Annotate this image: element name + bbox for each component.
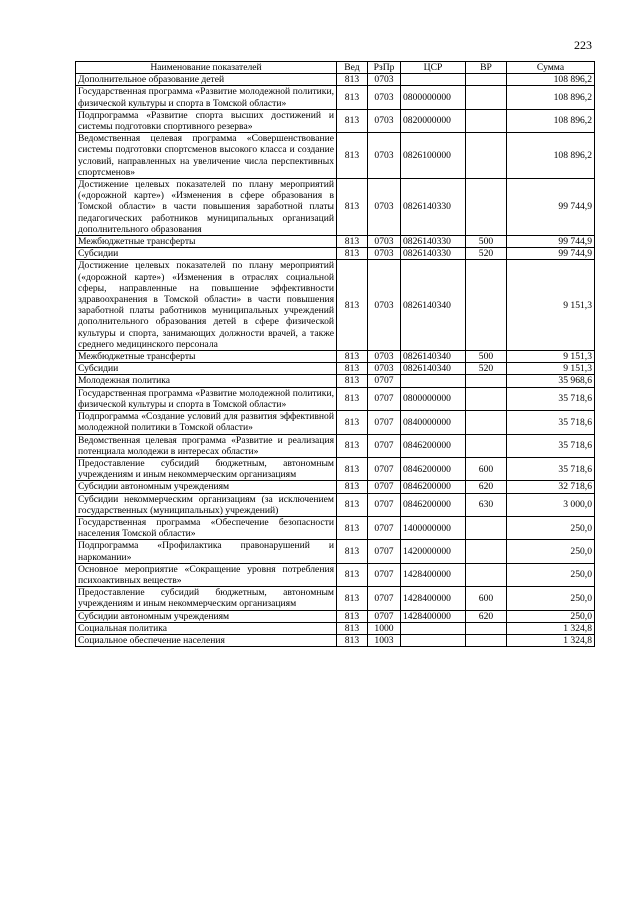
cell-vr — [466, 540, 507, 563]
table-row — [76, 236, 595, 248]
cell-rzpr: 0707 — [368, 387, 401, 410]
cell-csr: 1400000000 — [401, 516, 466, 539]
cell-rzpr: 0707 — [368, 434, 401, 457]
cell-name: Подпрограмма «Развитие спорта высших достижений и системы подготовки спортивного резерва» — [76, 109, 337, 132]
cell-rzpr: 0707 — [368, 375, 401, 387]
cell-sum: 35 718,6 — [507, 387, 595, 410]
cell-ved: 813 — [337, 540, 368, 563]
cell-vr — [466, 133, 507, 179]
cell-csr: 0800000000 — [401, 387, 466, 410]
cell-name: Подпрограмма «Создание условий для развития эффективной молодежной политики в Томской области» — [76, 411, 337, 434]
cell-rzpr: 0707 — [368, 587, 401, 610]
cell-vr: 600 — [466, 587, 507, 610]
cell-sum: 108 896,2 — [507, 86, 595, 109]
cell-name: Субсидии — [76, 363, 337, 375]
table-row — [76, 351, 595, 363]
table-row — [76, 587, 595, 610]
cell-sum: 250,0 — [507, 516, 595, 539]
cell-rzpr: 0707 — [368, 563, 401, 586]
cell-vr — [466, 74, 507, 86]
cell-csr: 0846200000 — [401, 434, 466, 457]
cell-ved: 813 — [337, 622, 368, 634]
cell-vr — [466, 411, 507, 434]
cell-sum: 250,0 — [507, 610, 595, 622]
cell-rzpr: 0703 — [368, 74, 401, 86]
header-ved: Вед — [337, 62, 368, 74]
cell-rzpr: 0703 — [368, 260, 401, 351]
cell-name: Предоставление субсидий бюджетным, автономным учреждениям и иным некоммерческим организациям — [76, 457, 337, 480]
cell-csr: 1420000000 — [401, 540, 466, 563]
table-row — [76, 481, 595, 493]
cell-name: Предоставление субсидий бюджетным, автономным учреждениям и иным некоммерческим организациям — [76, 587, 337, 610]
cell-rzpr: 0707 — [368, 516, 401, 539]
cell-ved: 813 — [337, 260, 368, 351]
cell-ved: 813 — [337, 516, 368, 539]
cell-ved: 813 — [337, 563, 368, 586]
table-row — [76, 109, 595, 132]
header-vr: ВР — [466, 62, 507, 74]
cell-sum: 9 151,3 — [507, 260, 595, 351]
cell-vr — [466, 516, 507, 539]
cell-name: Межбюджетные трансферты — [76, 351, 337, 363]
cell-vr — [466, 634, 507, 646]
cell-sum: 9 151,3 — [507, 363, 595, 375]
cell-vr: 620 — [466, 481, 507, 493]
cell-csr — [401, 634, 466, 646]
table-row — [76, 248, 595, 260]
cell-name: Субсидии некоммерческим организациям (за исключением государственных (муниципальных) учреждений) — [76, 493, 337, 516]
cell-csr: 0820000000 — [401, 109, 466, 132]
budget-table — [75, 61, 595, 647]
cell-rzpr: 1000 — [368, 622, 401, 634]
table-row — [76, 411, 595, 434]
cell-vr — [466, 563, 507, 586]
cell-vr — [466, 375, 507, 387]
header-csr: ЦСР — [401, 62, 466, 74]
table-row — [76, 375, 595, 387]
cell-name: Субсидии автономным учреждениям — [76, 610, 337, 622]
cell-sum: 99 744,9 — [507, 179, 595, 236]
table-row — [76, 610, 595, 622]
cell-name: Достижение целевых показателей по плану мероприятий («дорожной карте») «Изменения в сфере образования в Томской области» в части повышения заработной платы педагогических работников муниципальных организаций дополнительного образования — [76, 179, 337, 236]
cell-csr: 0826140330 — [401, 179, 466, 236]
cell-sum: 3 000,0 — [507, 493, 595, 516]
table-row — [76, 457, 595, 480]
cell-ved: 813 — [337, 86, 368, 109]
cell-name: Основное мероприятие «Сокращение уровня потребления психоактивных веществ» — [76, 563, 337, 586]
cell-name: Социальное обеспечение населения — [76, 634, 337, 646]
cell-ved: 813 — [337, 387, 368, 410]
cell-name: Социальная политика — [76, 622, 337, 634]
cell-ved: 813 — [337, 248, 368, 260]
table-row — [76, 74, 595, 86]
cell-ved: 813 — [337, 610, 368, 622]
cell-vr: 600 — [466, 457, 507, 480]
table-header-row — [76, 62, 595, 74]
cell-ved: 813 — [337, 587, 368, 610]
cell-name: Государственная программа «Развитие молодежной политики, физической культуры и спорта в Томской области» — [76, 86, 337, 109]
cell-name: Дополнительное образование детей — [76, 74, 337, 86]
table-row — [76, 133, 595, 179]
cell-vr: 520 — [466, 248, 507, 260]
cell-ved: 813 — [337, 375, 368, 387]
cell-sum: 250,0 — [507, 563, 595, 586]
cell-rzpr: 0707 — [368, 481, 401, 493]
cell-vr: 500 — [466, 351, 507, 363]
cell-csr: 0826140330 — [401, 248, 466, 260]
cell-sum: 108 896,2 — [507, 109, 595, 132]
cell-name: Ведомственная целевая программа «Совершенствование системы подготовки спортсменов высокого класса и создание условий, направленных на увеличение числа перспективных спортсменов» — [76, 133, 337, 179]
cell-sum: 108 896,2 — [507, 74, 595, 86]
cell-name: Государственная программа «Обеспечение безопасности населения Томской области» — [76, 516, 337, 539]
cell-vr: 630 — [466, 493, 507, 516]
cell-name: Субсидии автономным учреждениям — [76, 481, 337, 493]
table-row — [76, 540, 595, 563]
cell-csr — [401, 74, 466, 86]
cell-rzpr: 0703 — [368, 133, 401, 179]
cell-name: Государственная программа «Развитие молодежной политики, физической культуры и спорта в Томской области» — [76, 387, 337, 410]
cell-ved: 813 — [337, 236, 368, 248]
cell-vr — [466, 387, 507, 410]
cell-csr: 0800000000 — [401, 86, 466, 109]
cell-ved: 813 — [337, 74, 368, 86]
cell-sum: 35 968,6 — [507, 375, 595, 387]
cell-name: Подпрограмма «Профилактика правонарушений и наркомании» — [76, 540, 337, 563]
cell-ved: 813 — [337, 133, 368, 179]
cell-csr: 0846200000 — [401, 457, 466, 480]
cell-vr — [466, 260, 507, 351]
cell-name: Достижение целевых показателей по плану мероприятий («дорожной карте») «Изменения в отраслях социальной сферы, направленные на повышение эффективности здравоохранения в Томской области» в части повышения заработной платы работников муниципальных учреждений дополнительного образования детей в сфере физической культуры и спорта, занимающих должности врачей, а также среднего медицинского персонала — [76, 260, 337, 351]
cell-rzpr: 0707 — [368, 540, 401, 563]
cell-ved: 813 — [337, 179, 368, 236]
cell-ved: 813 — [337, 351, 368, 363]
cell-sum: 99 744,9 — [507, 248, 595, 260]
cell-name: Ведомственная целевая программа «Развитие и реализация потенциала молодежи в интересах области» — [76, 434, 337, 457]
cell-csr: 0826140330 — [401, 236, 466, 248]
cell-sum: 99 744,9 — [507, 236, 595, 248]
cell-csr — [401, 375, 466, 387]
table-row — [76, 622, 595, 634]
cell-rzpr: 0703 — [368, 179, 401, 236]
cell-csr: 1428400000 — [401, 587, 466, 610]
cell-rzpr: 0703 — [368, 86, 401, 109]
cell-rzpr: 0703 — [368, 248, 401, 260]
cell-vr: 620 — [466, 610, 507, 622]
table-row — [76, 516, 595, 539]
table-row — [76, 493, 595, 516]
cell-ved: 813 — [337, 434, 368, 457]
cell-name: Межбюджетные трансферты — [76, 236, 337, 248]
cell-csr: 0840000000 — [401, 411, 466, 434]
cell-sum: 108 896,2 — [507, 133, 595, 179]
table-row — [76, 434, 595, 457]
header-rzpr: РзПр — [368, 62, 401, 74]
page-number: 223 — [574, 38, 592, 52]
cell-csr: 1428400000 — [401, 610, 466, 622]
cell-sum: 250,0 — [507, 587, 595, 610]
cell-vr: 520 — [466, 363, 507, 375]
cell-sum: 9 151,3 — [507, 351, 595, 363]
cell-rzpr: 1003 — [368, 634, 401, 646]
cell-ved: 813 — [337, 634, 368, 646]
cell-vr — [466, 179, 507, 236]
cell-ved: 813 — [337, 493, 368, 516]
cell-rzpr: 0707 — [368, 610, 401, 622]
cell-ved: 813 — [337, 457, 368, 480]
cell-vr — [466, 109, 507, 132]
cell-rzpr: 0703 — [368, 351, 401, 363]
table-row — [76, 363, 595, 375]
cell-rzpr: 0707 — [368, 457, 401, 480]
cell-csr: 0826140340 — [401, 351, 466, 363]
cell-name: Молодежная политика — [76, 375, 337, 387]
cell-name: Субсидии — [76, 248, 337, 260]
table-row — [76, 260, 595, 351]
cell-ved: 813 — [337, 481, 368, 493]
cell-vr — [466, 434, 507, 457]
cell-vr: 500 — [466, 236, 507, 248]
table-row — [76, 179, 595, 236]
cell-vr — [466, 86, 507, 109]
cell-sum: 1 324,8 — [507, 622, 595, 634]
cell-sum: 35 718,6 — [507, 411, 595, 434]
table-row — [76, 86, 595, 109]
cell-rzpr: 0707 — [368, 493, 401, 516]
cell-sum: 35 718,6 — [507, 434, 595, 457]
cell-csr: 0826140340 — [401, 260, 466, 351]
table-body — [76, 74, 595, 647]
cell-csr: 0846200000 — [401, 493, 466, 516]
header-name: Наименование показателей — [76, 62, 337, 74]
cell-rzpr: 0703 — [368, 109, 401, 132]
cell-csr: 0826100000 — [401, 133, 466, 179]
table-row — [76, 387, 595, 410]
cell-rzpr: 0703 — [368, 363, 401, 375]
cell-rzpr: 0707 — [368, 411, 401, 434]
cell-ved: 813 — [337, 109, 368, 132]
cell-csr: 1428400000 — [401, 563, 466, 586]
cell-ved: 813 — [337, 363, 368, 375]
cell-sum: 250,0 — [507, 540, 595, 563]
table-row — [76, 634, 595, 646]
cell-sum: 1 324,8 — [507, 634, 595, 646]
header-sum: Сумма — [507, 62, 595, 74]
cell-sum: 32 718,6 — [507, 481, 595, 493]
cell-csr — [401, 622, 466, 634]
cell-ved: 813 — [337, 411, 368, 434]
cell-vr — [466, 622, 507, 634]
table-row — [76, 563, 595, 586]
cell-csr: 0826140340 — [401, 363, 466, 375]
cell-sum: 35 718,6 — [507, 457, 595, 480]
cell-rzpr: 0703 — [368, 236, 401, 248]
cell-csr: 0846200000 — [401, 481, 466, 493]
